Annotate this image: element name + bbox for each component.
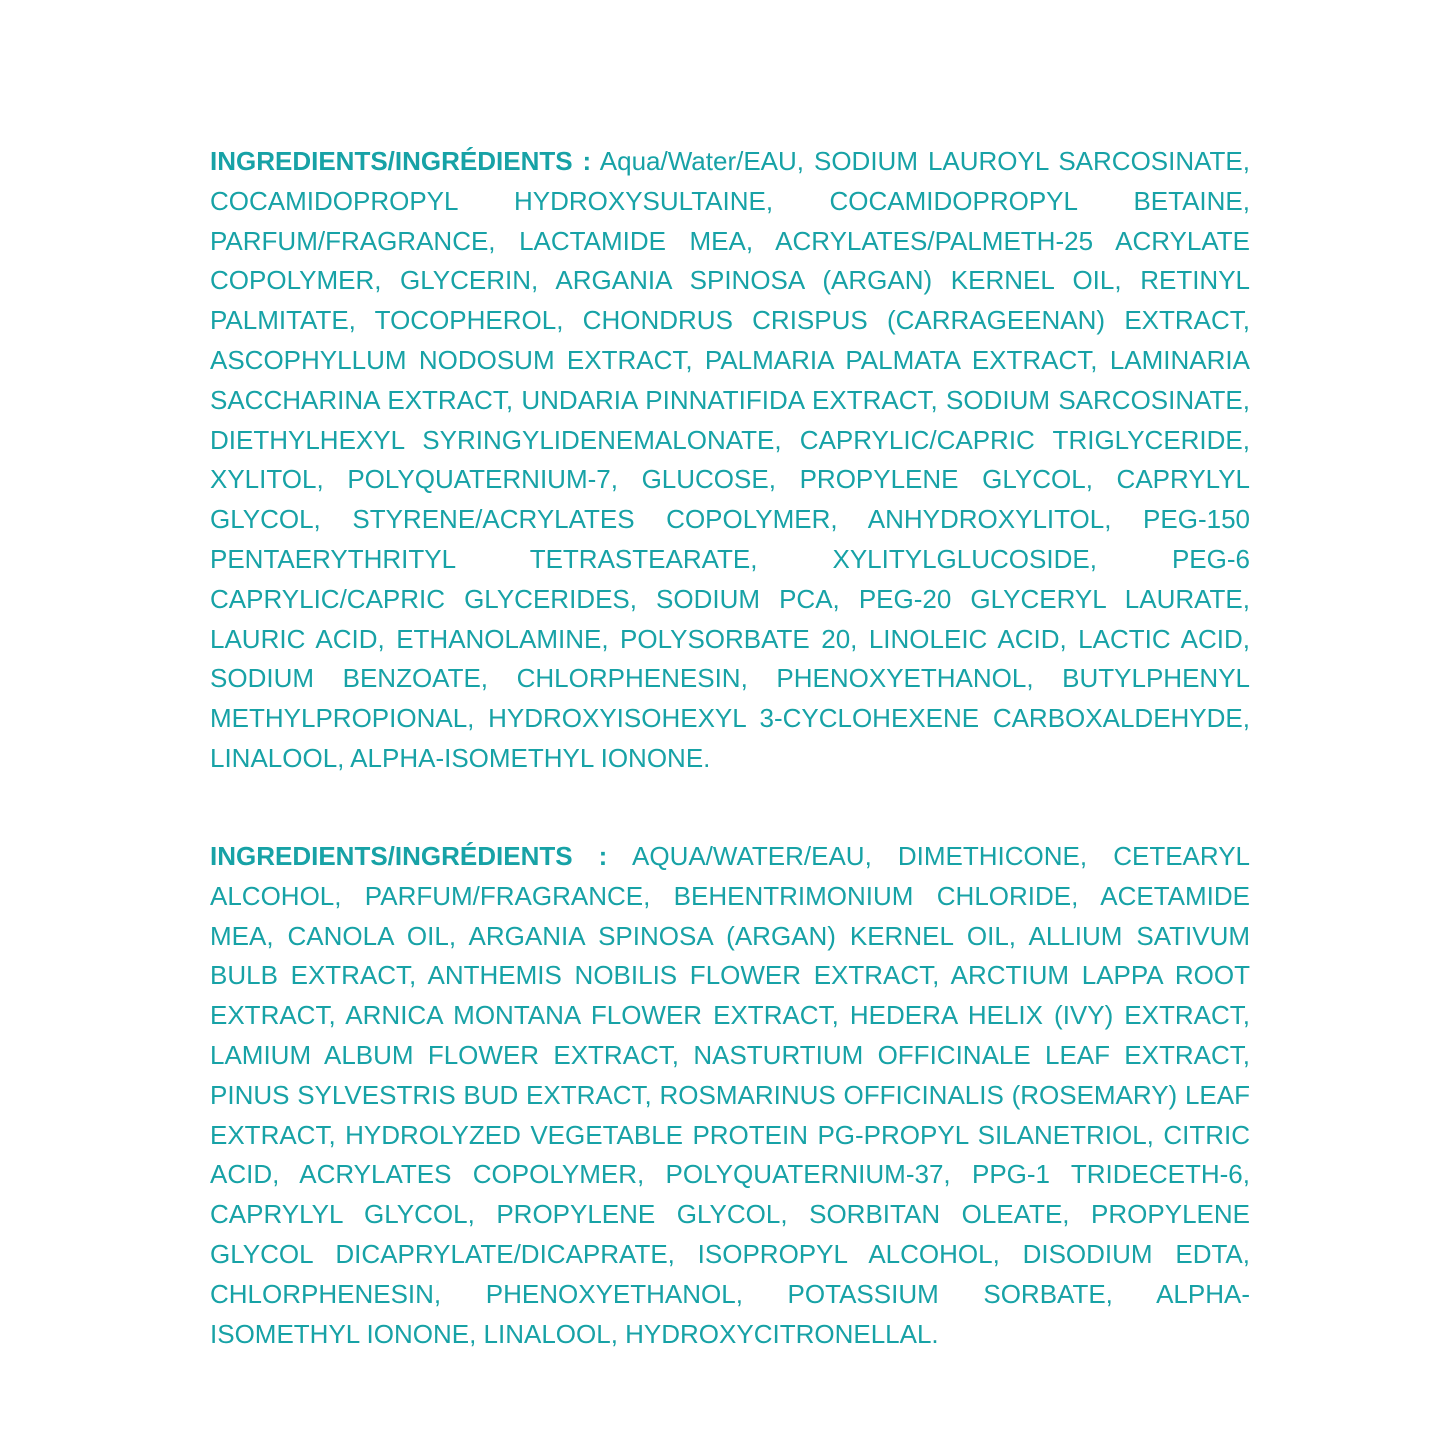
ingredients-block-2: [210, 837, 1250, 1354]
ingredients-list-1: Aqua/Water/EAU, SODIUM LAUROYL SARCOSINATE, COCAMIDOPROPYL HYDROXYSULTAINE, COCAMIDOPROPYL BETAINE, PARFUM/FRAGRANCE, LACTAMIDE MEA, ACRYLATES/PALMETH-25 ACRYLATE COPOLYMER, GLYCERIN, ARGANIA SPINOSA (ARGAN) KERNEL OIL, RETINYL PALMITATE, TOCOPHEROL, CHONDRUS CRISPUS (CARRAGEENAN) EXTRACT, ASCOPHYLLUM NODOSUM EXTRACT, PALMARIA PALMATA EXTRACT, LAMINARIA SACCHARINA EXTRACT, UNDARIA PINNATIFIDA EXTRACT, SODIUM SARCOSINATE, DIETHYLHEXYL SYRINGYLIDENEMALONATE, CAPRYLIC/CAPRIC TRIGLYCERIDE, XYLITOL, POLYQUATERNIUM-7, GLUCOSE, PROPYLENE GLYCOL, CAPRYLYL GLYCOL, STYRENE/ACRYLATES COPOLYMER, ANHYDROXYLITOL, PEG-150 PENTAERYTHRITYL TETRASTEARATE, XYLITYLGLUCOSIDE, PEG-6 CAPRYLIC/CAPRIC GLYCERIDES, SODIUM PCA, PEG-20 GLYCERYL LAURATE, LAURIC ACID, ETHANOLAMINE, POLYSORBATE 20, LINOLEIC ACID, LACTIC ACID, SODIUM BENZOATE, CHLORPHENESIN, PHENOXYETHANOL, BUTYLPHENYL METHYLPROPIONAL, HYDROXYISOHEXYL 3-CYCLOHEXENE CARBOXALDEHYDE, LINALOOL, ALPHA-ISOMETHYL IONONE.: [210, 146, 1250, 773]
ingredients-heading-2: INGREDIENTS/INGRÉDIENTS :: [210, 841, 608, 871]
ingredients-heading-1: INGREDIENTS/INGRÉDIENTS :: [210, 146, 592, 176]
ingredients-block-1: [210, 142, 1250, 779]
ingredients-list-2: AQUA/WATER/EAU, DIMETHICONE, CETEARYL ALCOHOL, PARFUM/FRAGRANCE, BEHENTRIMONIUM CHLORIDE, ACETAMIDE MEA, CANOLA OIL, ARGANIA SPINOSA (ARGAN) KERNEL OIL, ALLIUM SATIVUM BULB EXTRACT, ANTHEMIS NOBILIS FLOWER EXTRACT, ARCTIUM LAPPA ROOT EXTRACT, ARNICA MONTANA FLOWER EXTRACT, HEDERA HELIX (IVY) EXTRACT, LAMIUM ALBUM FLOWER EXTRACT, NASTURTIUM OFFICINALE LEAF EXTRACT, PINUS SYLVESTRIS BUD EXTRACT, ROSMARINUS OFFICINALIS (ROSEMARY) LEAF EXTRACT, HYDROLYZED VEGETABLE PROTEIN PG-PROPYL SILANETRIOL, CITRIC ACID, ACRYLATES COPOLYMER, POLYQUATERNIUM-37, PPG-1 TRIDECETH-6, CAPRYLYL GLYCOL, PROPYLENE GLYCOL, SORBITAN OLEATE, PROPYLENE GLYCOL DICAPRYLATE/DICAPRATE, ISOPROPYL ALCOHOL, DISODIUM EDTA, CHLORPHENESIN, PHENOXYETHANOL, POTASSIUM SORBATE, ALPHA-ISOMETHYL IONONE, LINALOOL, HYDROXYCITRONELLAL.: [210, 841, 1250, 1349]
